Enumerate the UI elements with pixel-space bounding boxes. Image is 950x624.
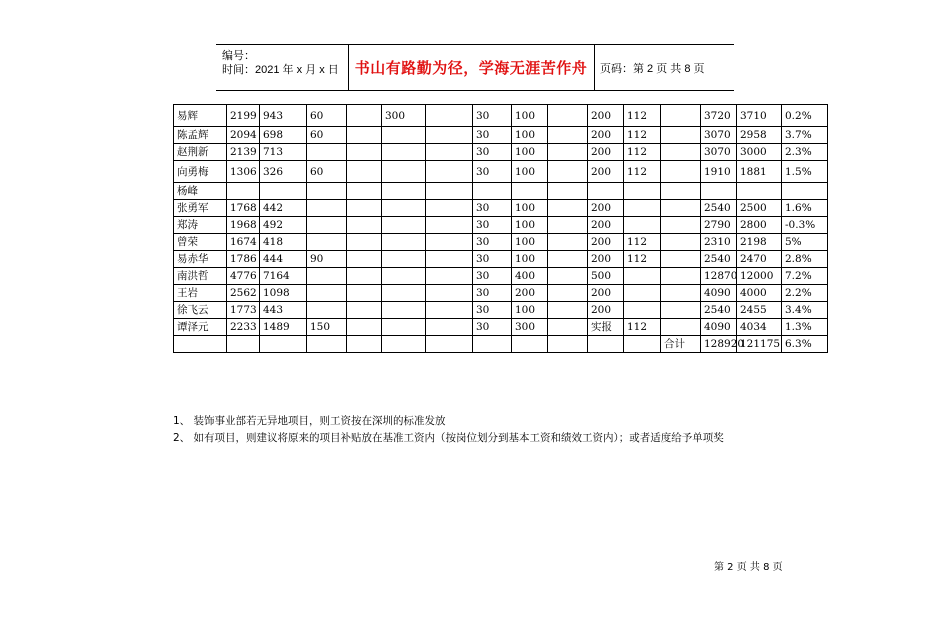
- table-cell: [624, 268, 661, 285]
- table-cell: [661, 268, 701, 285]
- table-cell: [382, 127, 426, 144]
- table-cell: [227, 183, 260, 200]
- table-cell: [347, 183, 382, 200]
- table-cell: [382, 336, 426, 353]
- table-cell: [307, 285, 347, 302]
- table-cell: 200: [588, 161, 624, 183]
- table-cell: 200: [588, 217, 624, 234]
- table-cell: 4090: [701, 319, 737, 336]
- table-cell: 112: [624, 319, 661, 336]
- table-cell: -0.3%: [782, 217, 828, 234]
- table-cell: [426, 183, 473, 200]
- table-cell: 1306: [227, 161, 260, 183]
- table-cell: 418: [260, 234, 307, 251]
- table-cell: [661, 234, 701, 251]
- table-cell: [661, 319, 701, 336]
- table-cell: [548, 161, 588, 183]
- table-cell: [661, 302, 701, 319]
- table-cell: [382, 251, 426, 268]
- table-cell: 30: [473, 144, 512, 161]
- table-cell: [382, 183, 426, 200]
- table-cell: 1098: [260, 285, 307, 302]
- table-row: [174, 161, 828, 183]
- table-cell: [426, 302, 473, 319]
- table-cell: [588, 183, 624, 200]
- table-cell: [347, 251, 382, 268]
- cell-name: 陈孟辉: [174, 127, 227, 144]
- table-cell: 合计: [661, 336, 701, 353]
- table-cell: [382, 200, 426, 217]
- table-cell: [307, 234, 347, 251]
- table-cell: [624, 302, 661, 319]
- table-cell: 2790: [701, 217, 737, 234]
- table-cell: 2540: [701, 251, 737, 268]
- table-cell: 443: [260, 302, 307, 319]
- table-cell: [426, 319, 473, 336]
- table-row: [174, 251, 828, 268]
- table-cell: [426, 285, 473, 302]
- header-meta: [216, 45, 349, 90]
- table-cell: 30: [473, 302, 512, 319]
- table-cell: 2.3%: [782, 144, 828, 161]
- table-cell: [382, 144, 426, 161]
- table-cell: [737, 183, 782, 200]
- table-cell: [347, 234, 382, 251]
- table-cell: [548, 234, 588, 251]
- cell-name: 王岩: [174, 285, 227, 302]
- table-row: [174, 336, 828, 353]
- table-cell: [347, 144, 382, 161]
- cell-name: 易辉: [174, 105, 227, 127]
- table-cell: [347, 200, 382, 217]
- table-cell: 30: [473, 268, 512, 285]
- table-cell: [588, 336, 624, 353]
- table-cell: [307, 217, 347, 234]
- table-cell: 30: [473, 319, 512, 336]
- table-cell: 3720: [701, 105, 737, 127]
- table-cell: 150: [307, 319, 347, 336]
- table-row: [174, 268, 828, 285]
- table-cell: 6.3%: [782, 336, 828, 353]
- table-cell: 1968: [227, 217, 260, 234]
- table-cell: 698: [260, 127, 307, 144]
- table-cell: 7.2%: [782, 268, 828, 285]
- table-cell: 3070: [701, 127, 737, 144]
- table-cell: 2958: [737, 127, 782, 144]
- table-cell: 112: [624, 251, 661, 268]
- table-cell: [624, 183, 661, 200]
- cell-name: 赵荆新: [174, 144, 227, 161]
- page-info-text: 页码：第 2 页 共 8 页: [600, 62, 705, 75]
- table-cell: [624, 217, 661, 234]
- table-cell: 100: [512, 127, 548, 144]
- table-cell: 200: [588, 127, 624, 144]
- table-cell: [661, 200, 701, 217]
- table-cell: [347, 217, 382, 234]
- table-cell: 3.4%: [782, 302, 828, 319]
- table-cell: 400: [512, 268, 548, 285]
- table-cell: 713: [260, 144, 307, 161]
- table-cell: 300: [382, 105, 426, 127]
- table-cell: [661, 183, 701, 200]
- table-cell: 500: [588, 268, 624, 285]
- table-cell: 200: [512, 285, 548, 302]
- table-cell: 100: [512, 161, 548, 183]
- table-cell: [548, 183, 588, 200]
- table-cell: [548, 105, 588, 127]
- table-cell: 2199: [227, 105, 260, 127]
- table-cell: [661, 127, 701, 144]
- table-cell: 4034: [737, 319, 782, 336]
- cell-name: [174, 336, 227, 353]
- table-cell: [548, 336, 588, 353]
- table-cell: 444: [260, 251, 307, 268]
- table-row: [174, 200, 828, 217]
- table-cell: 30: [473, 217, 512, 234]
- table-cell: 100: [512, 302, 548, 319]
- table-cell: 100: [512, 251, 548, 268]
- table-row: [174, 144, 828, 161]
- table-cell: 30: [473, 105, 512, 127]
- page-footer: 第 2 页 共 8 页: [714, 562, 783, 573]
- table-cell: 2540: [701, 302, 737, 319]
- table-cell: 12000: [737, 268, 782, 285]
- table-cell: 60: [307, 161, 347, 183]
- table-cell: 1.6%: [782, 200, 828, 217]
- note-1: 1、 装饰事业部若无异地项目，则工资按在深圳的标准发放: [173, 415, 446, 427]
- table-row: [174, 302, 828, 319]
- table-cell: 3070: [701, 144, 737, 161]
- table-cell: [382, 217, 426, 234]
- table-cell: 12870: [701, 268, 737, 285]
- table-cell: [548, 217, 588, 234]
- table-row: [174, 105, 828, 127]
- table-cell: [382, 268, 426, 285]
- table-cell: 2540: [701, 200, 737, 217]
- page-header: [216, 44, 734, 91]
- table-cell: 3000: [737, 144, 782, 161]
- table-cell: 1773: [227, 302, 260, 319]
- cell-name: 张勇军: [174, 200, 227, 217]
- notes: [173, 413, 724, 447]
- table-cell: [661, 144, 701, 161]
- table-cell: [382, 161, 426, 183]
- table-cell: 200: [588, 200, 624, 217]
- table-cell: [426, 268, 473, 285]
- table-cell: 实报: [588, 319, 624, 336]
- table-cell: 112: [624, 105, 661, 127]
- table-cell: [382, 285, 426, 302]
- table-cell: [307, 302, 347, 319]
- table-cell: 1881: [737, 161, 782, 183]
- table-cell: [347, 285, 382, 302]
- table-cell: [548, 302, 588, 319]
- table-cell: 112: [624, 234, 661, 251]
- table-cell: [382, 302, 426, 319]
- table-cell: 1786: [227, 251, 260, 268]
- table-cell: 200: [588, 234, 624, 251]
- cell-name: 徐飞云: [174, 302, 227, 319]
- table-cell: 30: [473, 251, 512, 268]
- table-cell: 30: [473, 285, 512, 302]
- table-cell: 4776: [227, 268, 260, 285]
- table-cell: 4000: [737, 285, 782, 302]
- table-cell: 30: [473, 161, 512, 183]
- table-cell: 300: [512, 319, 548, 336]
- table-cell: [661, 161, 701, 183]
- table-cell: [661, 217, 701, 234]
- table-cell: [548, 144, 588, 161]
- cell-name: 谭泽元: [174, 319, 227, 336]
- table-cell: [382, 319, 426, 336]
- table-cell: 1768: [227, 200, 260, 217]
- table-cell: [512, 336, 548, 353]
- table-cell: 60: [307, 127, 347, 144]
- table-cell: 200: [588, 251, 624, 268]
- table-cell: 1674: [227, 234, 260, 251]
- table-cell: [661, 285, 701, 302]
- table-cell: 200: [588, 302, 624, 319]
- table-cell: [347, 336, 382, 353]
- table-cell: 30: [473, 127, 512, 144]
- cell-name: 郑涛: [174, 217, 227, 234]
- table-cell: [347, 161, 382, 183]
- table-cell: [426, 217, 473, 234]
- table-cell: [347, 319, 382, 336]
- table-cell: 30: [473, 200, 512, 217]
- table-cell: [347, 268, 382, 285]
- table-cell: [347, 105, 382, 127]
- table-cell: 2.8%: [782, 251, 828, 268]
- table-cell: [624, 285, 661, 302]
- table-cell: [548, 268, 588, 285]
- table-cell: [426, 127, 473, 144]
- table-cell: 112: [624, 161, 661, 183]
- table-cell: 100: [512, 144, 548, 161]
- table-cell: 1489: [260, 319, 307, 336]
- table-cell: 100: [512, 217, 548, 234]
- time-label: 时间：2021 年 x 月 x 日: [222, 64, 339, 76]
- table-cell: [701, 183, 737, 200]
- table-row: [174, 319, 828, 336]
- table-cell: 30: [473, 234, 512, 251]
- table-cell: 3.7%: [782, 127, 828, 144]
- table-cell: 2310: [701, 234, 737, 251]
- table-cell: [260, 183, 307, 200]
- table-cell: 90: [307, 251, 347, 268]
- table-cell: [473, 183, 512, 200]
- table-cell: 7164: [260, 268, 307, 285]
- table-cell: 2470: [737, 251, 782, 268]
- table-cell: 2198: [737, 234, 782, 251]
- cell-name: 向勇梅: [174, 161, 227, 183]
- note-2: 2、 如有项目，则建议将原来的项目补贴放在基准工资内（按岗位划分到基本工资和绩效工资内）；或者适度给予单项奖: [173, 432, 724, 444]
- table-cell: 2139: [227, 144, 260, 161]
- table-cell: [624, 336, 661, 353]
- table-row: [174, 234, 828, 251]
- table-row: [174, 285, 828, 302]
- table-cell: [307, 336, 347, 353]
- table-row: [174, 183, 828, 200]
- header-motto: [348, 45, 595, 90]
- table-cell: 943: [260, 105, 307, 127]
- table-cell: [307, 268, 347, 285]
- table-cell: 112: [624, 144, 661, 161]
- table-cell: 112: [624, 127, 661, 144]
- table-cell: [307, 200, 347, 217]
- table-cell: 128920: [701, 336, 737, 353]
- table-cell: 5%: [782, 234, 828, 251]
- table-cell: [548, 200, 588, 217]
- table-cell: [548, 285, 588, 302]
- table-cell: [782, 183, 828, 200]
- table-cell: 100: [512, 234, 548, 251]
- table-cell: [426, 200, 473, 217]
- table-cell: [426, 251, 473, 268]
- table-cell: 2233: [227, 319, 260, 336]
- table-cell: 3710: [737, 105, 782, 127]
- table-cell: 60: [307, 105, 347, 127]
- table-cell: [227, 336, 260, 353]
- table-cell: 2562: [227, 285, 260, 302]
- table-row: [174, 217, 828, 234]
- table-cell: 1910: [701, 161, 737, 183]
- table-cell: [426, 234, 473, 251]
- table-cell: 200: [588, 105, 624, 127]
- table-cell: 1.3%: [782, 319, 828, 336]
- table-cell: [426, 161, 473, 183]
- table-cell: [307, 144, 347, 161]
- table-cell: 0.2%: [782, 105, 828, 127]
- table-cell: [661, 251, 701, 268]
- table-cell: 2500: [737, 200, 782, 217]
- table-cell: 492: [260, 217, 307, 234]
- table-row: [174, 127, 828, 144]
- table-cell: [548, 251, 588, 268]
- table-cell: 442: [260, 200, 307, 217]
- table-cell: 2094: [227, 127, 260, 144]
- table-cell: 100: [512, 105, 548, 127]
- table-cell: [382, 234, 426, 251]
- cell-name: 易赤华: [174, 251, 227, 268]
- table-cell: 2.2%: [782, 285, 828, 302]
- cell-name: 杨峰: [174, 183, 227, 200]
- table-cell: 200: [588, 144, 624, 161]
- table-cell: 121175: [737, 336, 782, 353]
- table-cell: 326: [260, 161, 307, 183]
- header-page-info: [596, 45, 734, 90]
- code-label: 编号：: [222, 50, 255, 62]
- cell-name: 南洪哲: [174, 268, 227, 285]
- table-cell: [661, 105, 701, 127]
- table-cell: [426, 105, 473, 127]
- table-cell: 2455: [737, 302, 782, 319]
- table-cell: [426, 336, 473, 353]
- table-cell: [347, 127, 382, 144]
- table-cell: [512, 183, 548, 200]
- table-cell: [307, 183, 347, 200]
- table-cell: 2800: [737, 217, 782, 234]
- table-cell: 200: [588, 285, 624, 302]
- table-cell: 1.5%: [782, 161, 828, 183]
- motto-text: 书山有路勤为径，学海无涯苦作舟: [354, 59, 588, 77]
- table-cell: 100: [512, 200, 548, 217]
- table-cell: [347, 302, 382, 319]
- table-cell: [426, 144, 473, 161]
- table-cell: 4090: [701, 285, 737, 302]
- table-cell: [624, 200, 661, 217]
- table-cell: [473, 336, 512, 353]
- salary-table: [173, 104, 828, 353]
- cell-name: 曾荣: [174, 234, 227, 251]
- table-cell: [548, 319, 588, 336]
- table-cell: [260, 336, 307, 353]
- table-cell: [548, 127, 588, 144]
